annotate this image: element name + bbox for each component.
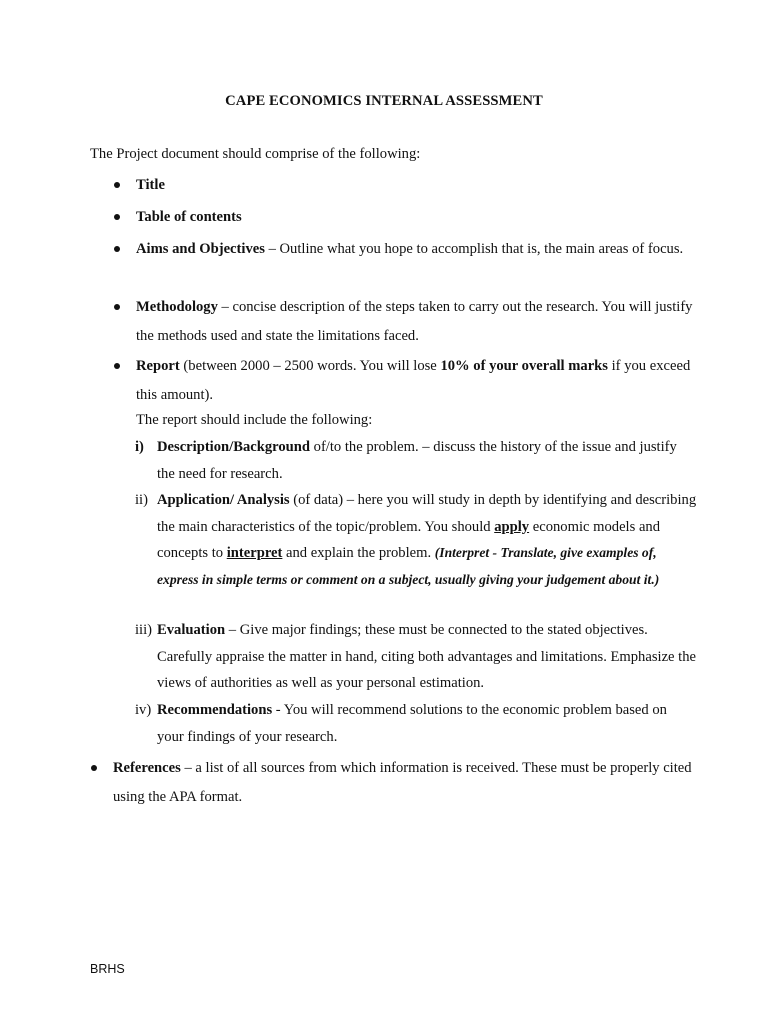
item-methodology <box>136 293 696 351</box>
application-text-a: (of data) – here you will study in depth by identifying and describing the main characteristics of the topic/problem. You should <box>157 492 697 535</box>
report-label: Report <box>136 358 180 374</box>
interpret-note: (Interpret - Translate, give examples of, express in simple terms or comment on a subject, usually giving your judgement about it.) <box>157 545 660 587</box>
report-text-a: (between 2000 – 2500 words. You will lose <box>179 358 441 374</box>
recommendations-label: Recommendations <box>157 702 273 718</box>
bullet-icon <box>114 304 120 310</box>
evaluation-label: Evaluation <box>157 622 226 638</box>
footer-text: BRHS <box>90 962 125 976</box>
aims-text: – Outline what you hope to accomplish that is, the main areas of focus. <box>264 241 684 257</box>
application-text-c: and explain the problem. <box>282 545 435 561</box>
numeral-i: i) <box>135 439 144 455</box>
report-text-b: if you exceed this amount). <box>136 358 691 403</box>
numeral-ii: ii) <box>135 492 148 508</box>
aims-label: Aims and Objectives <box>136 241 265 257</box>
methodology-text: – concise description of the steps taken to carry out the research. You will justify the methods used and state the limitations faced. <box>136 299 693 344</box>
page-title: CAPE ECONOMICS INTERNAL ASSESSMENT <box>225 93 543 109</box>
references-text: – a list of all sources from which information is received. These must be properly cited using the APA format. <box>113 760 692 805</box>
numeral-iv: iv) <box>135 702 152 718</box>
subitem-description <box>157 434 697 487</box>
subitem-recommendations <box>157 697 697 750</box>
item-references <box>113 754 703 812</box>
bullet-icon <box>114 182 120 188</box>
methodology-label: Methodology <box>136 299 218 315</box>
bullet-icon <box>114 246 120 252</box>
item-report <box>136 352 696 410</box>
application-label: Application/ Analysis <box>157 492 290 508</box>
intro-text: The Project document should comprise of the following: <box>90 146 421 162</box>
apply-word: apply <box>494 518 530 535</box>
item-aims-objectives <box>136 235 696 264</box>
bullet-icon <box>114 214 120 220</box>
item-title: Title <box>136 177 165 193</box>
interpret-word: interpret <box>226 545 283 561</box>
subitem-application <box>157 487 697 593</box>
bullet-icon <box>114 363 120 369</box>
bullet-icon <box>91 765 97 771</box>
description-text: of/to the problem. – discuss the history of the issue and justify the need for research. <box>157 439 677 482</box>
references-label: References <box>113 760 181 776</box>
evaluation-text: – Give major findings; these must be connected to the stated objectives. Carefully appraise the matter in hand, citing both advantages and limitations. Emphasize the views of authorities as well as your personal estimation. <box>157 622 696 691</box>
report-include-intro: The report should include the following: <box>136 412 373 428</box>
numeral-iii: iii) <box>135 622 153 638</box>
description-label: Description/Background <box>157 439 310 455</box>
report-emphasis: 10% of your overall marks <box>440 358 608 374</box>
subitem-evaluation <box>157 617 697 697</box>
item-table-of-contents: Table of contents <box>136 209 242 225</box>
application-text-b: economic models and concepts to <box>157 518 661 561</box>
recommendations-text: - You will recommend solutions to the economic problem based on your findings of your research. <box>157 702 667 745</box>
